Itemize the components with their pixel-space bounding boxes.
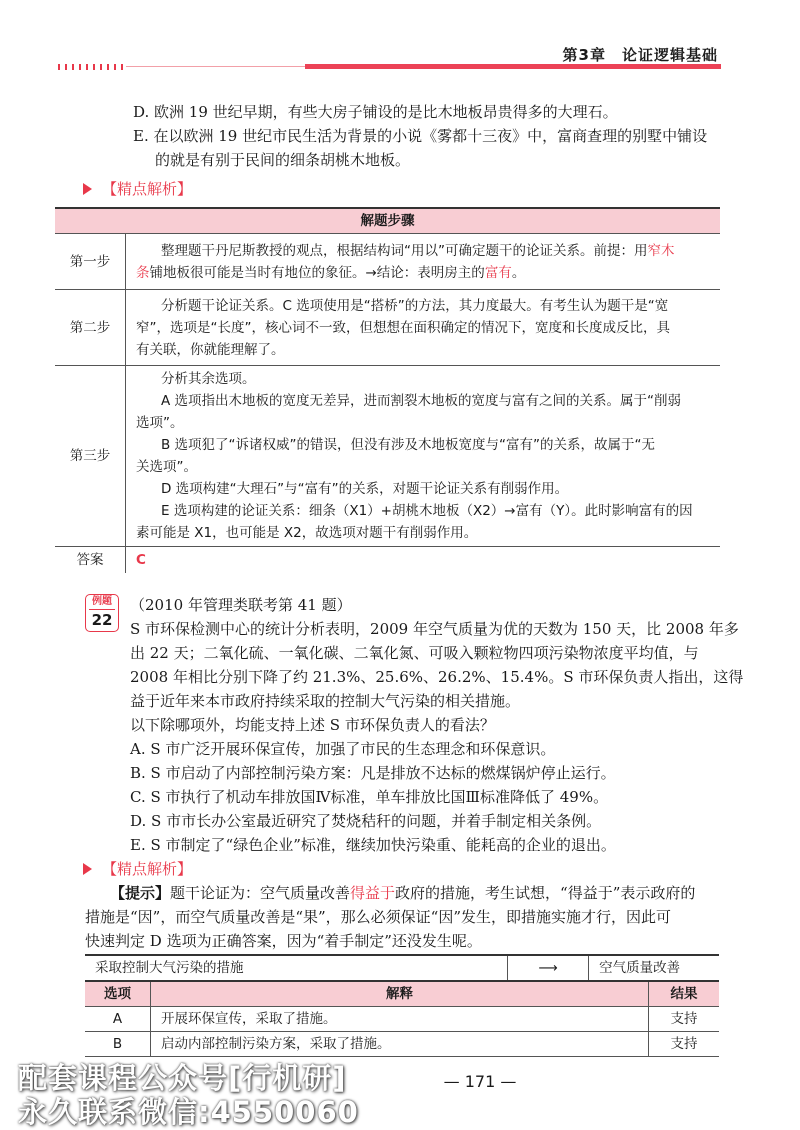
page-number: — 171 — <box>443 1072 517 1091</box>
question-stem-line: 益于近年来本市政府持续采取的控制大气污染的相关措施。 <box>130 692 521 710</box>
table-row <box>55 366 720 547</box>
header-dots-decoration <box>58 64 126 70</box>
step-label: 第三步 <box>55 366 126 547</box>
cause-cell: 采取控制大气污染的措施 <box>85 955 508 981</box>
analysis-heading <box>83 178 192 199</box>
option-b: B. S 市启动了内部控制污染方案：凡是排放不达标的燃煤锅炉停止运行。 <box>130 764 616 782</box>
question-source: （2010 年管理类联考第 41 题） <box>130 596 352 614</box>
badge-label: 例题 <box>89 595 115 610</box>
step-content: 分析其余选项。 A 选项指出木地板的宽度无差异，进而割裂木地板的宽度与富有之间的关系。属于“削弱 选项”。 B 选项犯了“诉诸权威”的错误，但没有涉及木地板宽度与“富有”的关系，故属于“无 关选项”。 D 选项构建“大理石”与“富有”的关系，对题干论证关系有削弱作用。 E 选项构建的论证关系：细条（X1）+胡桃木地板（X2）→富有（Y）。此时影响富有的因 素可能是 X1，也可能是 X2，故选项对题干有削弱作用。 <box>126 366 721 547</box>
hint-paragraph: 【提示】题干论证为：空气质量改善得益于政府的措施，考生试想，“得益于”表示政府的 措施是“因”，而空气质量改善是“果”，那么必须保证“因”发生，即措施实施才行，因此可 快速判定 D 选项为正确答案，因为“着手制定”还没发生呢。 <box>85 884 696 950</box>
table-header: 解题步骤 <box>55 208 720 234</box>
chapter-header: 第3章 论证逻辑基础 <box>562 46 718 64</box>
answer-value: C <box>126 547 721 574</box>
triangle-icon <box>83 183 92 195</box>
step-content: 整理题干丹尼斯教授的观点，根据结构词“用以”可确定题干的论证关系。前提：用窄木 条铺地板很可能是当时有地位的象征。→结论：表明房主的富有。 <box>126 234 721 290</box>
effect-cell: 空气质量改善 <box>589 955 719 981</box>
question-stem-line: 2008 年相比分别下降了约 21.3%、25.6%、26.2%、15.4%。S 市环保负责人指出，这得 <box>130 668 744 686</box>
table-header: 选项 解释 结果 <box>85 981 719 1007</box>
option-a: A. S 市广泛开展环保宣传，加强了市民的生态理念和环保意识。 <box>130 740 556 758</box>
question-stem-line: S 市环保检测中心的统计分析表明，2009 年空气质量为优的天数为 150 天，比 2008 年多 <box>130 620 739 638</box>
triangle-icon <box>83 863 92 875</box>
table-row: A 开展环保宣传，采取了措施。 支持 <box>85 1007 719 1032</box>
table-row <box>55 290 720 366</box>
option-c: C. S 市执行了机动车排放国Ⅳ标准，单车排放比国Ⅲ标准降低了 49%。 <box>130 788 609 806</box>
option-e-cont: 的就是有别于民间的细条胡桃木地板。 <box>155 151 411 169</box>
arrow-right-icon: ⟶ <box>508 955 589 981</box>
step-label: 第一步 <box>55 234 126 290</box>
analysis-title: 【精点解析】 <box>102 180 193 198</box>
cause-effect-row <box>85 955 719 981</box>
analysis-heading-2 <box>83 858 192 879</box>
watermark-line2: 永久联系微信:4550060 <box>18 1095 359 1129</box>
table-row <box>55 234 720 290</box>
step-content: 分析题干论证关系。C 选项使用是“搭桥”的方法，其力度最大。有考生认为题干是“宽 窄”，选项是“长度”，核心词不一致，但想想在面积确定的情况下，宽度和长度成反比，具 有关联，你就能理解了。 <box>126 290 721 366</box>
option-d: D. S 市市长办公室最近研究了焚烧秸秆的问题，并着手制定相关条例。 <box>130 812 602 830</box>
badge-number: 22 <box>91 611 113 629</box>
option-e: E. 在以欧洲 19 世纪市民生活为背景的小说《雾都十三夜》中，富商查理的别墅中铺设 <box>133 127 708 145</box>
watermark-line1: 配套课程公众号[行机研] <box>18 1061 347 1095</box>
example-badge <box>85 594 119 632</box>
table-row: B 启动内部控制污染方案，采取了措施。 支持 <box>85 1032 719 1057</box>
solution-steps-table <box>55 207 720 573</box>
header-rule-thin <box>126 66 306 67</box>
question-stem-line: 出 22 天；二氧化硫、一氧化碳、二氧化氮、可吸入颗粒物四项污染物浓度平均值，与 <box>130 644 699 662</box>
analysis-title: 【精点解析】 <box>102 860 193 878</box>
option-d: D. 欧洲 19 世纪早期，有些大房子铺设的是比木地板昂贵得多的大理石。 <box>133 103 618 121</box>
table-row <box>55 547 720 574</box>
option-e: E. S 市制定了“绿色企业”标准，继续加快污染重、能耗高的企业的退出。 <box>130 836 616 854</box>
example-question <box>130 593 744 857</box>
question-prompt: 以下除哪项外，均能支持上述 S 市环保负责人的看法？ <box>130 716 495 734</box>
answer-label: 答案 <box>55 547 126 574</box>
header-rule-thick <box>305 64 721 69</box>
option-evaluation-table <box>85 954 719 1057</box>
step-label: 第二步 <box>55 290 126 366</box>
